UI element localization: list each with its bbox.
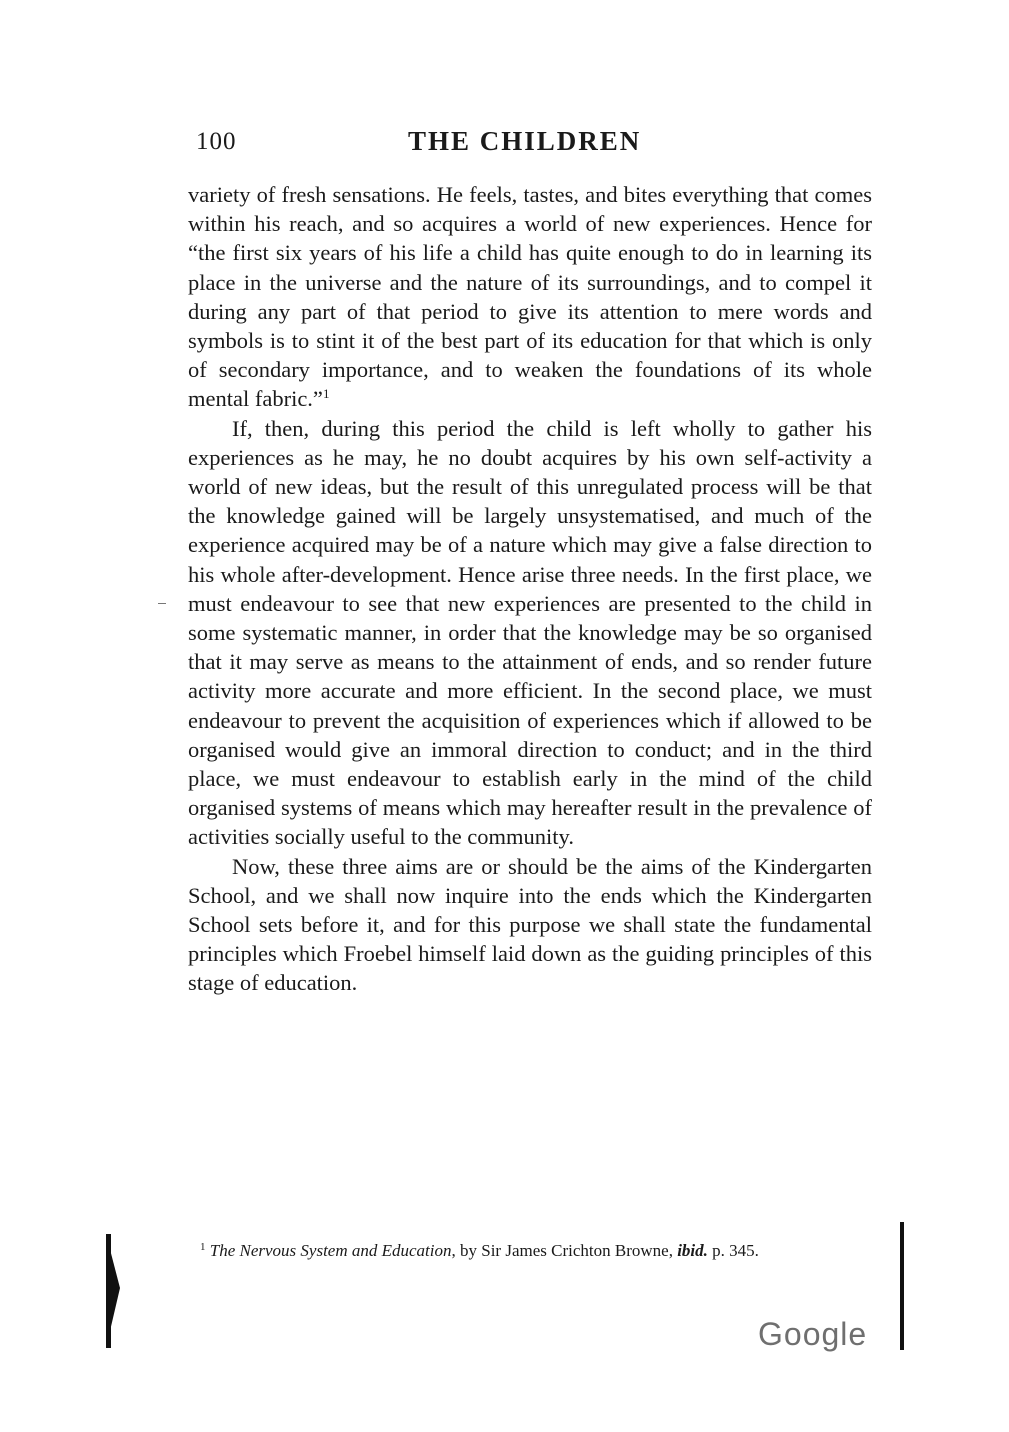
google-watermark: Google [758, 1316, 868, 1352]
footnote-page-ref: p. 345. [712, 1241, 759, 1260]
paragraph-3: Now, these three aims are or should be the aims of the Kindergarten School, and we shall now inquire into the ends which the Kindergarten School sets before it, and for this purpose we shall state the fundamental principles which Froebel himself laid down as the guiding principles of this stage of education. [188, 853, 872, 996]
footnote-reference: 1 [322, 386, 330, 402]
footnote-author: , by Sir James Crichton Browne, [451, 1241, 678, 1260]
page-number: 100 [196, 128, 237, 155]
footnote-1 [188, 1238, 872, 1263]
paragraph-1-text: variety of fresh sensations. He feels, tastes, and bites everything that comes within his reach, and so acquires a world of new experiences. Hence for “the first six years of his life a child has quite enough to do in learning its place in the universe and the nature of its surroundings, and to compel it during any part of that period to give its attention to mere words and symbols is to stint it of the best part of its education for that which is only of secondary importance, and to weaken the foundations of its whole mental fabric.” [188, 182, 872, 412]
body-text [188, 180, 872, 998]
scan-edge-right [900, 1222, 904, 1350]
paragraph-2: If, then, during this period the child is left wholly to gather his experiences as he may, he no doubt acquires by his own self-activity a world of new ideas, but the result of this unregulated process will be that the knowledge gained will be largely unsystematised, and much of the experience acquired may be of a nature which may give a false direction to his whole after-development. Hence arise three needs. In the first place, we must endeavour to see that new experiences are presented to the child in some systematic manner, in order that the knowledge may be so organised that it may serve as means to the attainment of ends, and so render future activity more accurate and more efficient. In the second place, we must endeavour to prevent the acquisition of experiences which if allowed to be organised would give an immoral direction to conduct; and in the third place, we must endeavour to establish early in the mind of the child organised systems of means which may hereafter result in the prevalence of activities socially useful to the community. [188, 415, 872, 850]
scan-edge-left-bar [106, 1234, 111, 1348]
scan-artifact-tick [158, 603, 166, 604]
running-title: THE CHILDREN [408, 126, 642, 156]
footnote-area [188, 1238, 872, 1263]
footnote-ibid: ibid. [677, 1241, 708, 1260]
footnote-title: The Nervous System and Education [209, 1241, 452, 1260]
page-header [196, 122, 876, 162]
footnote-marker: 1 [200, 1241, 206, 1253]
paragraph-1 [188, 180, 872, 414]
